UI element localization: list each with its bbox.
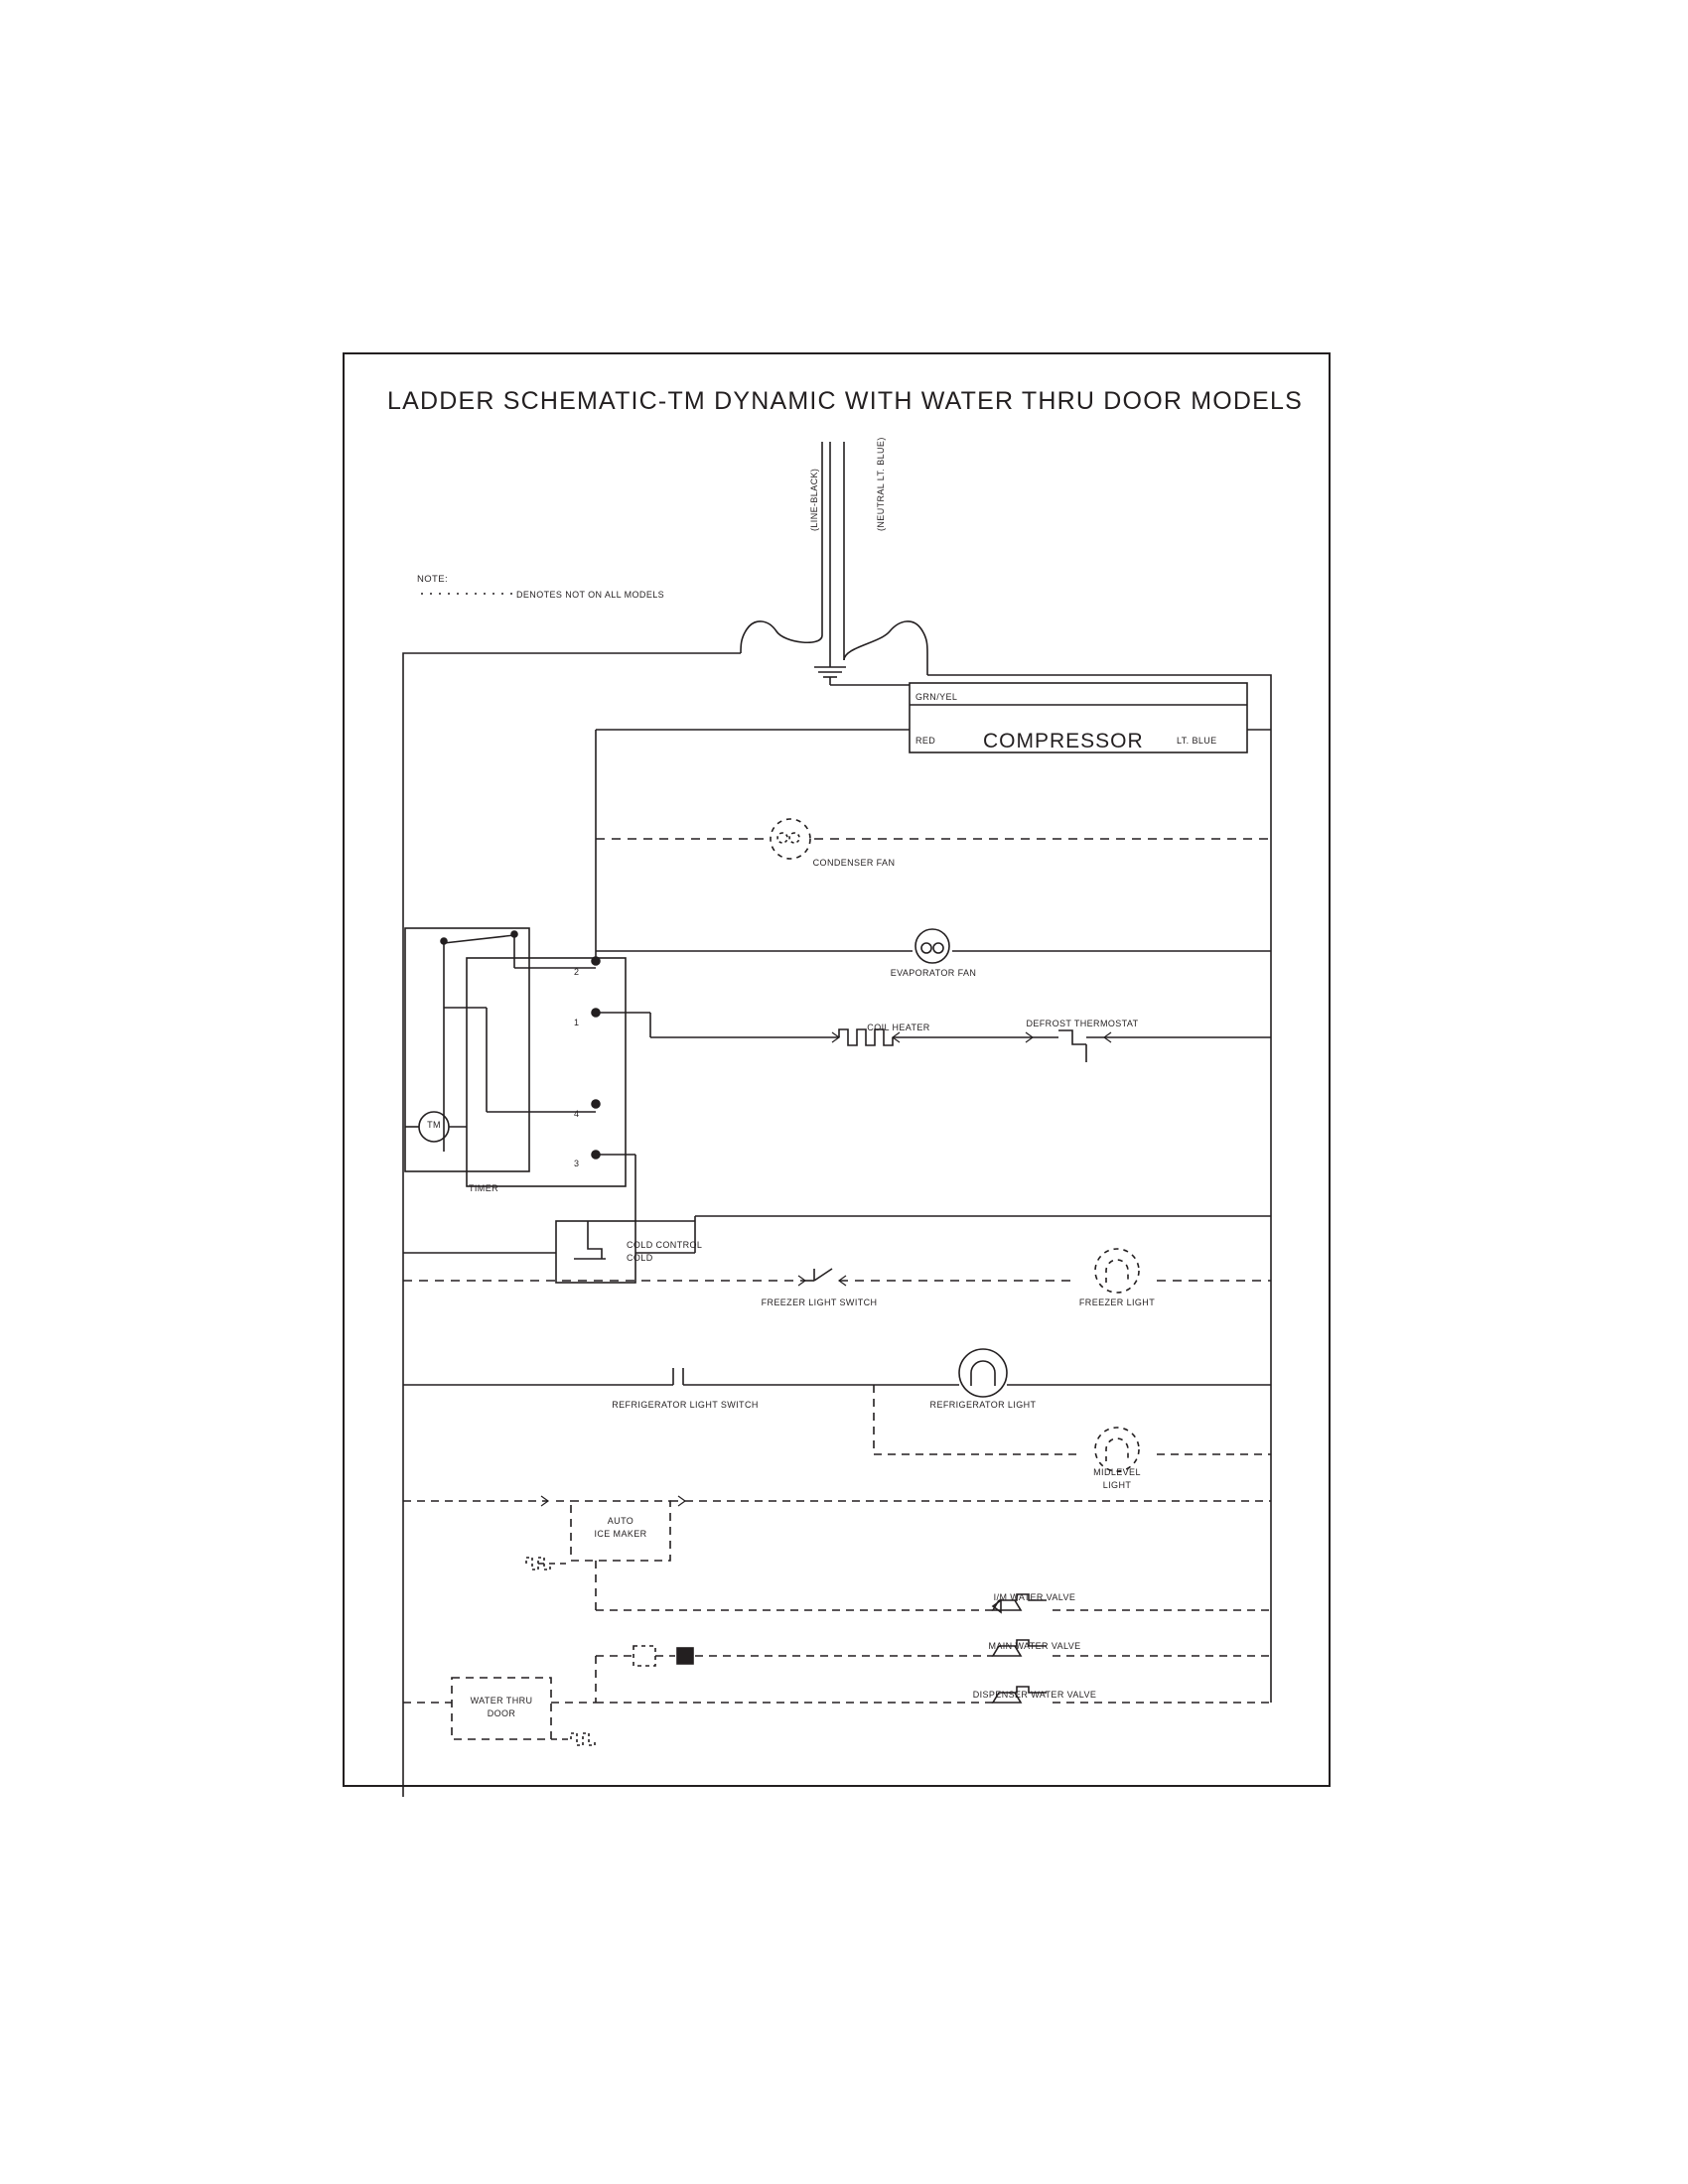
cold-control-label-line1: COLD CONTROL (627, 1240, 703, 1250)
line-black-label: (LINE-BLACK) (809, 468, 819, 531)
main-water-valve-label: MAIN WATER VALVE (988, 1641, 1081, 1651)
freezer-light-label: FREEZER LIGHT (1078, 1297, 1156, 1307)
defrost-thermostat-label: DEFROST THERMOSTAT (1026, 1019, 1139, 1028)
midlevel-light-label-line1: MIDLEVEL (1093, 1467, 1141, 1477)
water-thru-door-label-line2: DOOR (487, 1708, 516, 1718)
neutral-ltblue-label: (NEUTRAL LT. BLUE) (876, 437, 886, 531)
cold-control-label-line2: COLD (627, 1253, 653, 1263)
evaporator-fan-label: EVAPORATOR FAN (890, 968, 977, 978)
compressor-red-wire-label: RED (915, 736, 936, 746)
timer-terminal-3-label: 3 (574, 1159, 580, 1168)
timer-terminal-1-label: 1 (574, 1018, 580, 1027)
condenser-fan-label: CONDENSER FAN (812, 858, 896, 868)
refrigerator-light-label: REFRIGERATOR LIGHT (929, 1400, 1037, 1410)
compressor-ground-wire-label: GRN/YEL (915, 692, 958, 702)
note-text: DENOTES NOT ON ALL MODELS (516, 590, 665, 600)
midlevel-light-label-line2: LIGHT (1102, 1480, 1132, 1490)
page-title: LADDER SCHEMATIC-TM DYNAMIC WITH WATER THRU DOOR MODELS (387, 387, 1304, 415)
diagram-border (343, 352, 1331, 1787)
note-label: NOTE: (417, 574, 449, 585)
compressor-label: COMPRESSOR (983, 730, 1144, 752)
auto-ice-maker-label-line1: AUTO (607, 1516, 634, 1526)
auto-ice-maker-label-line2: ICE MAKER (594, 1529, 647, 1539)
water-thru-door-label-line1: WATER THRU (470, 1696, 533, 1706)
timer-label: TIMER (469, 1183, 498, 1193)
timer-terminal-4-label: 4 (574, 1109, 580, 1119)
timer-terminal-2-label: 2 (574, 967, 580, 977)
refrigerator-light-switch-label: REFRIGERATOR LIGHT SWITCH (612, 1400, 759, 1410)
timer-motor-label: TM (427, 1120, 441, 1130)
freezer-light-switch-label: FREEZER LIGHT SWITCH (761, 1297, 878, 1307)
compressor-ltblue-wire-label: LT. BLUE (1177, 736, 1217, 746)
im-water-valve-label: I/M WATER VALVE (993, 1592, 1076, 1602)
dispenser-water-valve-label: DISPENSER WATER VALVE (972, 1690, 1097, 1700)
coil-heater-label: COIL HEATER (867, 1023, 930, 1032)
